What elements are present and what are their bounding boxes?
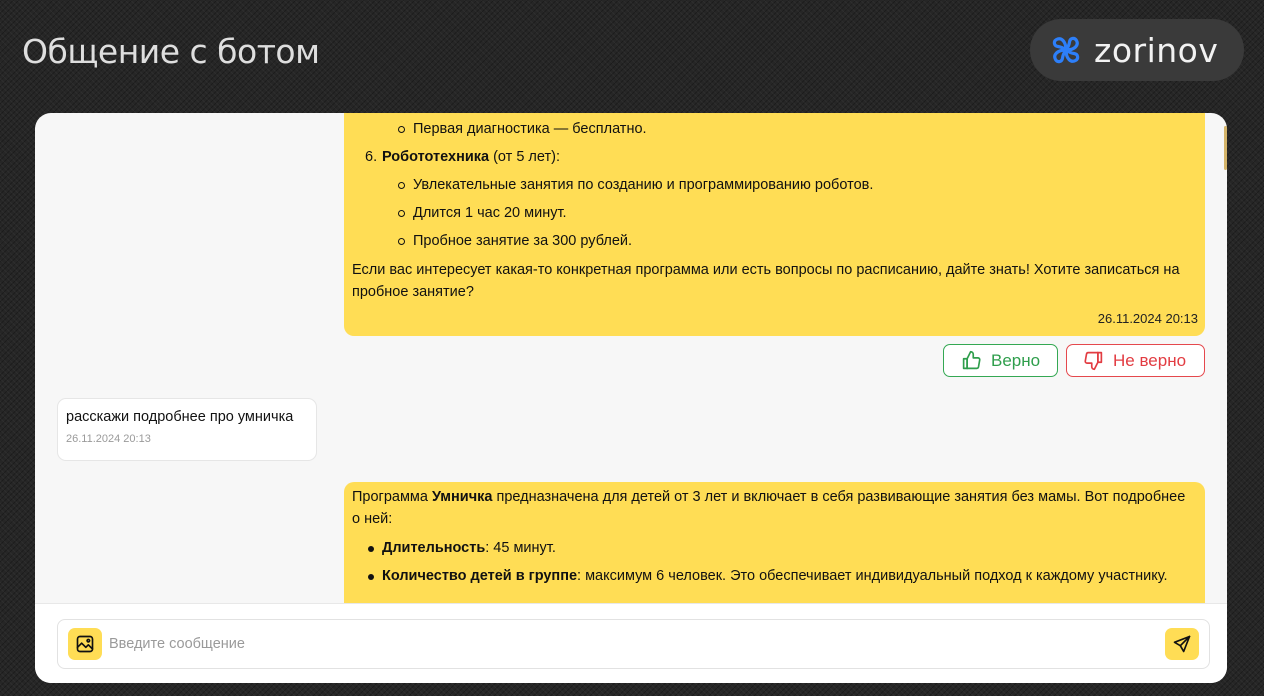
correct-button-label: Верно xyxy=(991,350,1041,370)
chat-panel xyxy=(35,113,1227,683)
attach-image-button[interactable] xyxy=(68,628,102,660)
thumbs-down-icon xyxy=(1083,350,1104,371)
list-number: 6. xyxy=(365,149,378,165)
composer xyxy=(35,603,1227,683)
message-timestamp: 26.11.2024 20:13 xyxy=(1097,311,1198,326)
scrollbar-thumb[interactable] xyxy=(1224,126,1227,170)
list-item: Первая диагностика — бесплатно. xyxy=(352,115,1197,143)
intro-suffix: предназначена для детей от 3 лет и включает в себя развивающие занятия без мамы. Вот подробнее о ней: xyxy=(352,489,1186,527)
list-item: Пробное занятие за 300 рублей. xyxy=(352,227,1197,255)
bot-message xyxy=(344,113,1205,336)
message-input-box xyxy=(57,619,1210,669)
logo-text: zorinov xyxy=(1094,30,1219,70)
numbered-item-robotics xyxy=(352,143,1197,171)
message-paragraph xyxy=(352,486,1197,530)
wrong-button[interactable] xyxy=(1066,344,1205,377)
messages-area[interactable] xyxy=(35,113,1227,603)
page-title: Общение с ботом xyxy=(22,32,320,71)
bullet-term: Количество детей в группе xyxy=(382,568,578,584)
program-name: Умничка xyxy=(432,489,493,505)
program-name: Робототехника xyxy=(382,149,490,165)
message-paragraph: Если вас интересует какая-то конкретная программа или есть вопросы по расписанию, дайте знать! Хотите записаться на пробное занятие? xyxy=(352,262,1180,300)
intro-prefix: Программа xyxy=(352,489,432,505)
send-icon xyxy=(1172,634,1192,654)
message-timestamp: 26.11.2024 20:13 xyxy=(66,433,151,445)
correct-button[interactable] xyxy=(943,344,1058,377)
logo xyxy=(1030,19,1244,81)
thumbs-up-icon xyxy=(961,350,982,371)
bullet-text: : 45 минут. xyxy=(485,540,556,556)
bot-message xyxy=(344,482,1205,603)
zorinov-logo-icon xyxy=(1046,30,1086,70)
feedback-row xyxy=(943,344,1205,377)
bullet-text: : максимум 6 человек. Это обеспечивает индивидуальный подход к каждому участнику. xyxy=(577,568,1168,584)
list-item: Увлекательные занятия по созданию и программированию роботов. xyxy=(352,171,1197,199)
send-button[interactable] xyxy=(1165,628,1199,660)
user-message xyxy=(57,398,317,461)
user-message-text: расскажи подробнее про умничка xyxy=(66,409,294,425)
list-item xyxy=(352,562,1197,590)
program-detail: (от 5 лет): xyxy=(489,149,560,165)
image-icon xyxy=(75,634,95,654)
list-item: Длится 1 час 20 минут. xyxy=(352,199,1197,227)
bullet-term: Длительность xyxy=(382,540,486,556)
message-input[interactable] xyxy=(109,632,1149,656)
wrong-button-label: Не верно xyxy=(1113,350,1187,370)
list-item xyxy=(352,534,1197,562)
